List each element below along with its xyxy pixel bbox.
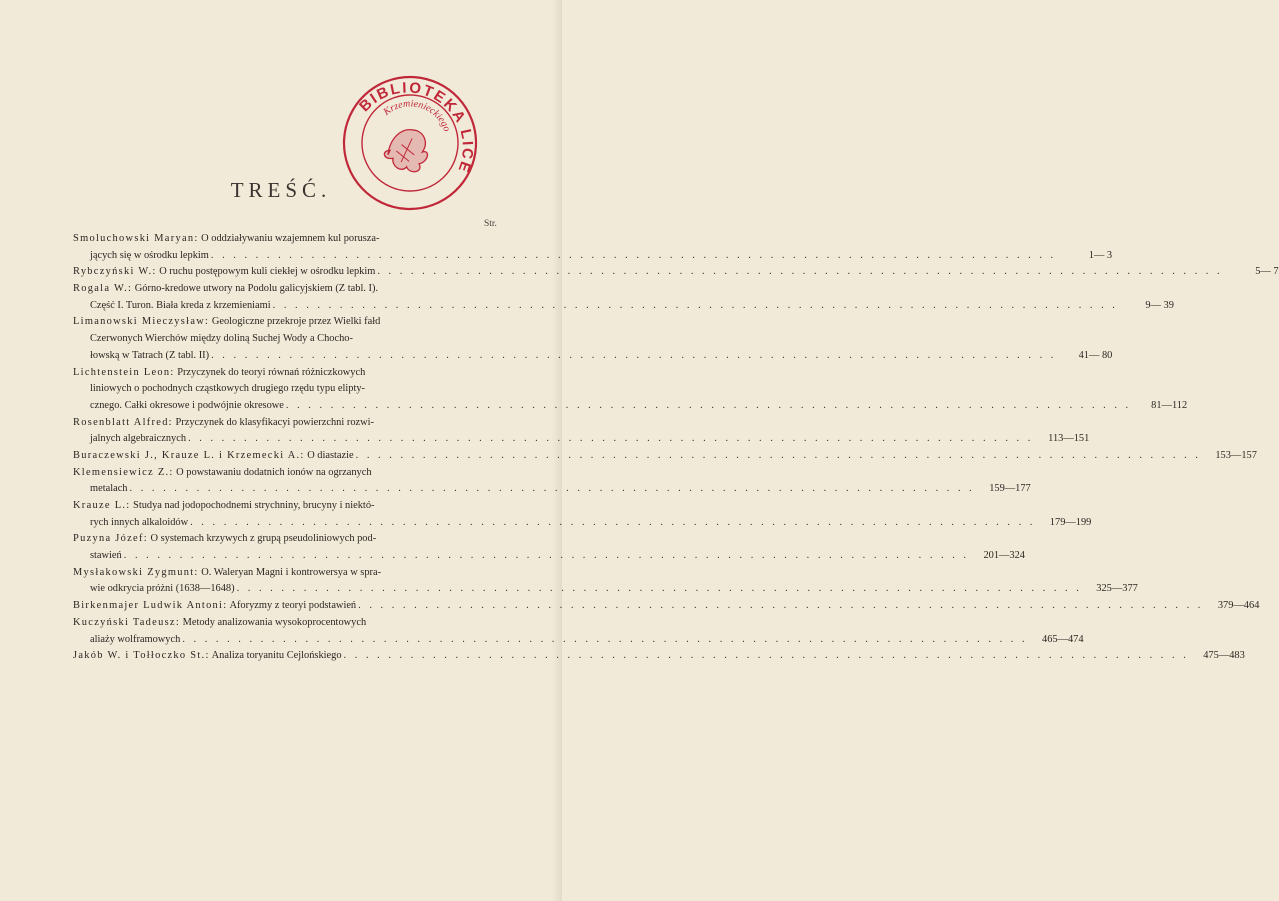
toc-page-range: 1— 3	[1088, 249, 1113, 261]
toc-page-range: 113—151	[1048, 433, 1090, 445]
toc-entry-text	[73, 314, 380, 331]
toc-entry-line	[73, 281, 499, 298]
toc-entry-text	[73, 565, 381, 582]
toc-author: Buraczewski J., Krauze L. i Krzemecki A.:	[73, 449, 305, 461]
toc-entry-line	[73, 415, 499, 432]
toc-entry-line	[73, 632, 1084, 649]
toc-entry-line	[73, 331, 499, 348]
dot-leader	[342, 648, 1191, 665]
toc-page-range: 179—199	[1049, 516, 1092, 528]
toc-author: Jakób W. i Tołłoczko St.:	[73, 650, 210, 662]
toc-title: Przyczynek do klasyfikacyi powierzchni rozwi-	[172, 416, 374, 428]
toc-title: Geologiczne przekroje przez Wielki fałd	[209, 316, 381, 328]
toc-entry-text	[90, 381, 365, 398]
toc-title: stawień	[90, 550, 122, 562]
toc-entry-text	[73, 281, 378, 298]
dot-leader	[180, 632, 1029, 649]
dot-leader	[128, 481, 977, 498]
toc-title: Czerwonych Wierchów między doliną Suchej Wody a Chocho-	[90, 333, 353, 345]
toc-title: O diastazie	[304, 449, 354, 461]
toc-title: O systemach krzywych z grupą pseudoliniowych pod-	[147, 533, 377, 545]
toc-author: Krauze L.:	[73, 500, 131, 511]
toc-entry-text	[73, 615, 366, 632]
toc-entry-line	[73, 581, 1138, 598]
toc-author: Kuczyński Tadeusz:	[73, 616, 181, 628]
toc-page-range: 159—177	[989, 483, 1031, 495]
toc-entry-line	[73, 548, 1025, 565]
toc-entry-text	[90, 548, 122, 565]
toc-title: O ruchu postępowym kuli ciekłej w ośrodku lepkim	[156, 266, 376, 278]
toc-entry-line	[73, 498, 499, 515]
toc-entry-text	[90, 581, 235, 598]
toc-entry-line	[73, 231, 499, 248]
toc-page-range: 379—464	[1217, 600, 1260, 612]
toc-entry-text	[90, 298, 271, 315]
toc-page-range: 475—483	[1203, 650, 1245, 662]
toc-page-range: 81—112	[1151, 399, 1188, 411]
toc-title: O powstawaniu dodatnich ionów na ogrzanych	[173, 466, 372, 478]
toc-entry-text	[73, 648, 342, 665]
dot-leader	[356, 598, 1205, 615]
dot-leader	[271, 298, 1120, 315]
toc-entry-text	[73, 498, 374, 515]
toc-page-range: 41— 80	[1078, 349, 1113, 361]
toc-entry-line	[73, 398, 1188, 415]
toc-entry-text	[73, 448, 354, 465]
toc-entry-line	[73, 365, 499, 382]
toc-author: Rybczyński W.:	[73, 266, 157, 278]
dot-leader	[122, 548, 971, 565]
toc-title: Aforyzmy z teoryi podstawień	[227, 600, 357, 612]
toc-page-range: 153—157	[1215, 449, 1257, 461]
toc-entry-line	[73, 348, 1113, 365]
dot-leader	[209, 248, 1058, 265]
toc-author: Smoluchowski Maryan:	[73, 233, 199, 244]
dot-leader	[235, 581, 1084, 598]
toc-entry-text	[90, 331, 353, 348]
toc-entry-text	[90, 481, 128, 498]
toc-author: Birkenmajer Ludwik Antoni:	[73, 600, 228, 612]
toc-page-range: 9— 39	[1145, 299, 1174, 311]
toc-entry-text	[73, 365, 365, 382]
toc-author: Rosenblatt Alfred:	[73, 416, 173, 428]
toc-page-range: 201—324	[983, 550, 1025, 562]
toc-entry-text	[90, 248, 209, 265]
toc-entry-text	[73, 264, 375, 281]
toc-title: Studya nad jodopochodnemi strychniny, brucyny i niektó-	[130, 500, 375, 511]
toc-author: Lichtenstein Leon:	[73, 366, 175, 378]
toc-title: łowską w Tatrach (Z tabl. II)	[90, 349, 210, 361]
toc-entry-line	[73, 248, 1113, 265]
stamp-outer-text: BIBLIOTEKA LICEUM	[356, 79, 477, 177]
dot-leader	[284, 398, 1133, 415]
toc-title: Część I. Turon. Biała kreda z krzemieniami	[90, 299, 271, 311]
toc-entry-line	[73, 448, 1257, 465]
toc-author: Limanowski Mieczysław:	[73, 316, 210, 328]
toc-author: Puzyna Józef:	[73, 533, 148, 545]
dot-leader	[186, 431, 1035, 448]
toc-title: jących się w ośrodku lepkim	[90, 249, 209, 261]
toc-entry-line	[73, 481, 1031, 498]
toc-author: Klemensiewicz Z.:	[73, 466, 174, 478]
toc-title: cznego. Całki okresowe i podwójnie okresowe	[90, 399, 284, 411]
toc-title: O. Waleryan Magni i kontrowersya w spra-	[198, 566, 382, 578]
toc-entry-line	[73, 298, 1174, 315]
dot-leader	[375, 264, 1224, 281]
toc-title: wie odkrycia próżni (1638—1648)	[90, 583, 235, 595]
toc-entry-text	[90, 431, 186, 448]
dot-leader	[209, 348, 1058, 365]
toc-entry-text	[73, 231, 380, 248]
toc-page-range: 5— 7	[1255, 266, 1279, 278]
toc-entry-text	[90, 398, 284, 415]
toc-entry-line	[73, 314, 499, 331]
page-title: TREŚĆ.	[230, 178, 332, 202]
dot-leader	[354, 448, 1203, 465]
toc-title: rych innych alkaloidów	[90, 516, 189, 528]
toc-entry-line	[73, 515, 1092, 532]
toc-title: aliaży wolframowych	[90, 633, 181, 645]
toc-entry-line	[73, 264, 1279, 281]
toc-entry-text	[73, 415, 374, 432]
toc-title: Analiza toryanitu Cejlońskiego	[209, 650, 342, 662]
toc-title: Górno-kredowe utwory na Podolu galicyjskiem (Z tabl. I).	[132, 283, 379, 295]
toc-entry-line	[73, 598, 1260, 615]
toc-entry-line	[73, 615, 499, 632]
toc-entry-text	[90, 515, 188, 532]
page-column-label: Str.	[484, 219, 497, 229]
toc-page-range: 325—377	[1096, 583, 1138, 595]
toc-page-range: 465—474	[1042, 633, 1084, 645]
toc-entry-line	[73, 648, 1245, 665]
toc-title: liniowych o pochodnych cząstkowych drugiego rzędu typu elipty-	[90, 383, 365, 395]
toc-title: Przyczynek do teoryi równań różniczkowych	[174, 366, 366, 378]
toc-title: Metody analizowania wysokoprocentowych	[180, 616, 367, 628]
toc-entry-line	[73, 381, 499, 398]
table-of-contents	[73, 231, 1279, 665]
toc-title: metalach	[90, 483, 128, 495]
toc-author: Mysłakowski Zygmunt:	[73, 566, 199, 578]
toc-entry-text	[73, 531, 376, 548]
toc-entry-text	[90, 348, 209, 365]
toc-entry-line	[73, 465, 499, 482]
toc-title: jalnych algebraicznych	[90, 433, 187, 445]
toc-entry-line	[73, 565, 499, 582]
toc-entry-line	[73, 431, 1090, 448]
toc-entry-line	[73, 531, 499, 548]
toc-entry-text	[73, 598, 356, 615]
dot-leader	[188, 515, 1037, 532]
toc-author: Rogala W.:	[73, 283, 133, 295]
toc-entry-text	[73, 465, 372, 482]
toc-title: O oddziaływaniu wzajemnem kul porusza-	[198, 233, 380, 244]
stamp-inner-text: Krzemienieckiego	[381, 98, 453, 134]
toc-entry-text	[90, 632, 180, 649]
